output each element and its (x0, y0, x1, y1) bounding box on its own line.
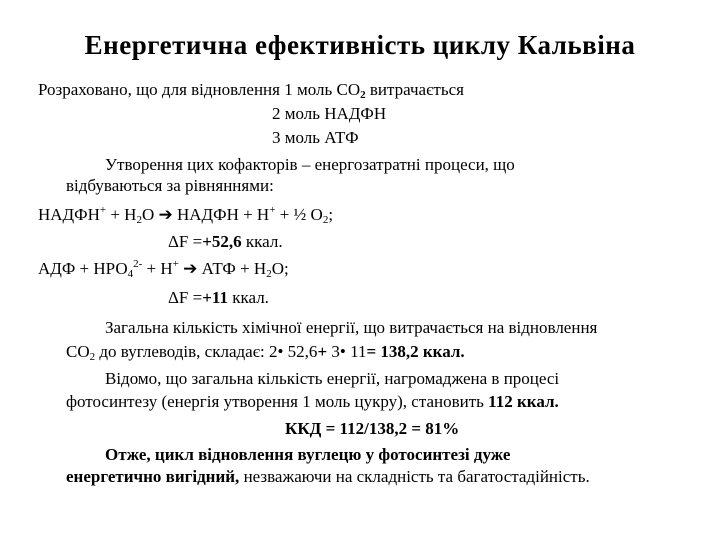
eq1-part-e: + ½ О (275, 205, 323, 224)
known-line-1: Відомо, що загальна кількість енергії, нагромаджена в процесі (105, 369, 560, 388)
arrow-right-icon: ➔ (158, 205, 173, 224)
known-value: 112 ккал. (488, 392, 559, 411)
eq1-part-d: НАДФН + Н (172, 205, 270, 224)
delta-f-1-value: +52,6 (202, 232, 242, 251)
intro-line (38, 80, 464, 101)
eq1-part-b: + Н (106, 205, 137, 224)
delta-f-2-unit: ккал. (227, 288, 269, 307)
delta-f-1-unit: ккал. (241, 232, 283, 251)
need-nadph: 2 моль НАДФН (272, 104, 387, 123)
eq1-part-a: НАДФН (38, 205, 100, 224)
delta-f-2-value: +11 (202, 288, 228, 307)
total-line-1: Загальна кількість хімічної енергії, що витрачається на відновлення (105, 318, 598, 337)
delta-f-2-label: ΔF = (168, 288, 203, 307)
total-result: = 138,2 ккал. (366, 342, 465, 361)
equation-1 (38, 204, 333, 226)
eq2-part-e: О; (271, 259, 289, 278)
intro-tail: витрачається (365, 80, 464, 99)
kkd-formula: ККД = 112/138,2 = 81% (285, 419, 460, 438)
total-co2-subscript: 2 (89, 351, 96, 363)
conclusion-bold: енергетично вигідний, (66, 467, 240, 486)
delta-f-2 (168, 288, 269, 308)
intro-co2-subscript: 2 (360, 89, 366, 101)
known-text: фотосинтезу (енергія утворення 1 моль цукру), становить (66, 392, 489, 411)
known-line-2 (66, 392, 559, 412)
eq1-subscript-e: 2 (322, 214, 329, 226)
total-term-2b: • 11 (339, 342, 367, 361)
eq2-subscript-a: 4 (127, 268, 134, 280)
equation-2 (38, 258, 289, 280)
eq2-part-d: АТФ + Н (197, 259, 267, 278)
total-text: до вуглеводів, складає: 2 (95, 342, 278, 361)
total-co2: СО (66, 342, 90, 361)
intro-text: Розраховано, що для відновлення 1 моль СО (38, 80, 361, 99)
eq2-part-b: + Н (142, 259, 173, 278)
conclusion-text-2: незважаючи на складність та багатостадійність. (239, 467, 590, 486)
conclusion-line-1 (105, 445, 510, 465)
eq2-superscript-b: + (172, 258, 179, 270)
slide-title: Енергетична ефективність циклу Кальвіна (84, 30, 636, 60)
total-line-2 (66, 342, 465, 363)
conclusion-text-1: Отже, цикл відновлення вуглецю у фотосинтезі дуже (105, 445, 511, 464)
eq2-subscript-d: 2 (266, 268, 272, 280)
eq1-part-c: О (141, 205, 159, 224)
cofactors-line-2: відбуваються за рівняннями: (66, 176, 274, 195)
eq1-subscript-b: 2 (136, 214, 142, 226)
eq2-part-a: АДФ + НРО (38, 259, 128, 278)
delta-f-1 (168, 232, 283, 252)
delta-f-1-label: ΔF = (168, 232, 203, 251)
total-term-2a: 3 (331, 342, 340, 361)
conclusion-line-2 (66, 467, 590, 487)
arrow-right-icon: ➔ (183, 259, 198, 278)
total-term-1: • 52,6 (277, 342, 318, 361)
total-plus: + (317, 342, 332, 361)
need-atp: 3 моль АТФ (272, 128, 359, 147)
eq1-part-f: ; (328, 205, 334, 224)
cofactors-line-1: Утворення цих кофакторів – енергозатратні процеси, що (105, 155, 515, 174)
eq1-superscript-d: + (269, 204, 276, 216)
eq2-superscript-a: 2- (133, 258, 143, 270)
eq1-superscript-a: + (99, 204, 107, 216)
